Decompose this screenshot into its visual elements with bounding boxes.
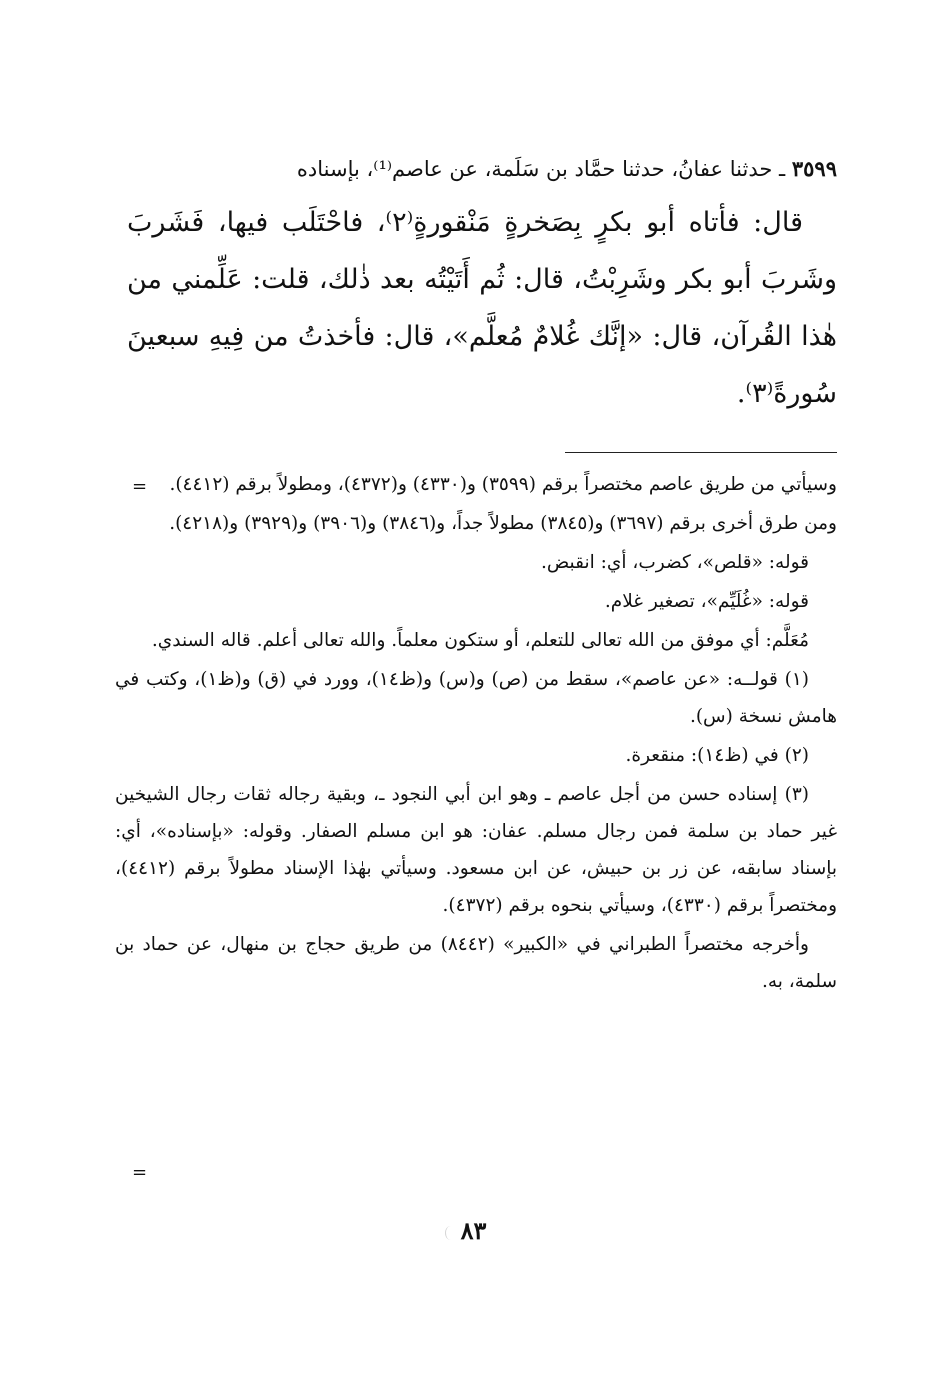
hadith-matn: قال: فأتاه أبو بكرٍ بِصَخرةٍ مَنْقورةٍ⁽٢⁾، فاحْتَلَب فيها، فَشَربَ وشَربَ أبو بكر وشَرِبْتُ، قال: ثُم أَتَيْتُه بعد ذٰلك، قلت: عَلِّمني من هٰذا القُرآن، قال: «إنَّك غُلامٌ مُعلَّم»، قال: فأخذتُ من فِيهِ سبعينَ سُورةً⁽٣⁾. [127,207,837,409]
footnote-line: ومن طرق أخرى برقم (٣٦٩٧) و(٣٨٤٥) مطولاً جداً، و(٣٨٤٦) و(٣٩٠٦) و(٣٩٢٩) و(٤٢١٨). [169,513,837,534]
footnote-line: وأخرجه مختصراً الطبراني في «الكبير» (٨٤٤٢) من طريق حجاج بن منهال، عن حماد بن سلمة، به. [115,934,837,992]
continuation-mark-bottom: = [132,1162,148,1183]
hadith-header [127,150,837,188]
page-number: ٨٣ [460,1216,487,1245]
footnote-line: وسيأتي من طريق عاصم مختصراً برقم (٣٥٩٩) و(٤٣٣٠) و(٤٣٧٢)، ومطولاً برقم (٤٤١٢). [169,474,837,495]
hadith-number: ٣٥٩٩ [791,156,837,181]
footnote-line: مُعَلَّم: أي موفق من الله تعالى للتعلم، أو ستكون معلماً. والله تعالى أعلم. قاله السندي. [151,630,809,651]
footnotes [115,466,837,1002]
footnote-3: (٣) إسناده حسن من أجل عاصم ـ وهو ابن أبي النجود ـ، وبقية رجاله ثقات رجال الشيخين غير حماد بن سلمة فمن رجال مسلم. عفان: هو ابن مسلم الصفار. وقوله: «بإسناده»، أي: بإسناد سابقه، عن زر بن حبيش، عن ابن مسعود. وسيأتي بهٰذا الإسناد مطولاً برقم (٤٤١٢)، ومختصراً برقم (٤٣٣٠)، وسيأتي بنحوه برقم (٤٣٧٢). [115,784,837,916]
continuation-mark-top: = [132,476,148,497]
footnote-line: قوله: «قلص»، كضرب، أي: انقبض. [540,552,809,573]
footnote-1: (١) قولــه: «عن عاصم»، سقط من (ص) و(س) و(ظ١٤)، وورد في (ق) و(ظ١)، وكتب في هامش نسخة (س). [115,669,837,727]
footnote-2: (٢) في (ظ١٤): منقعرة. [625,745,809,766]
scan-smudge [445,1226,456,1240]
hadith-block [127,150,837,422]
footnote-separator [565,452,837,453]
hadith-isnad: ـ حدثنا عفانُ، حدثنا حمَّاد بن سَلَمة، عن عاصم⁽¹⁾، بإسناده [296,157,786,181]
footnote-line: قوله: «غُلَيِّم»، تصغير غلام. [604,591,809,612]
